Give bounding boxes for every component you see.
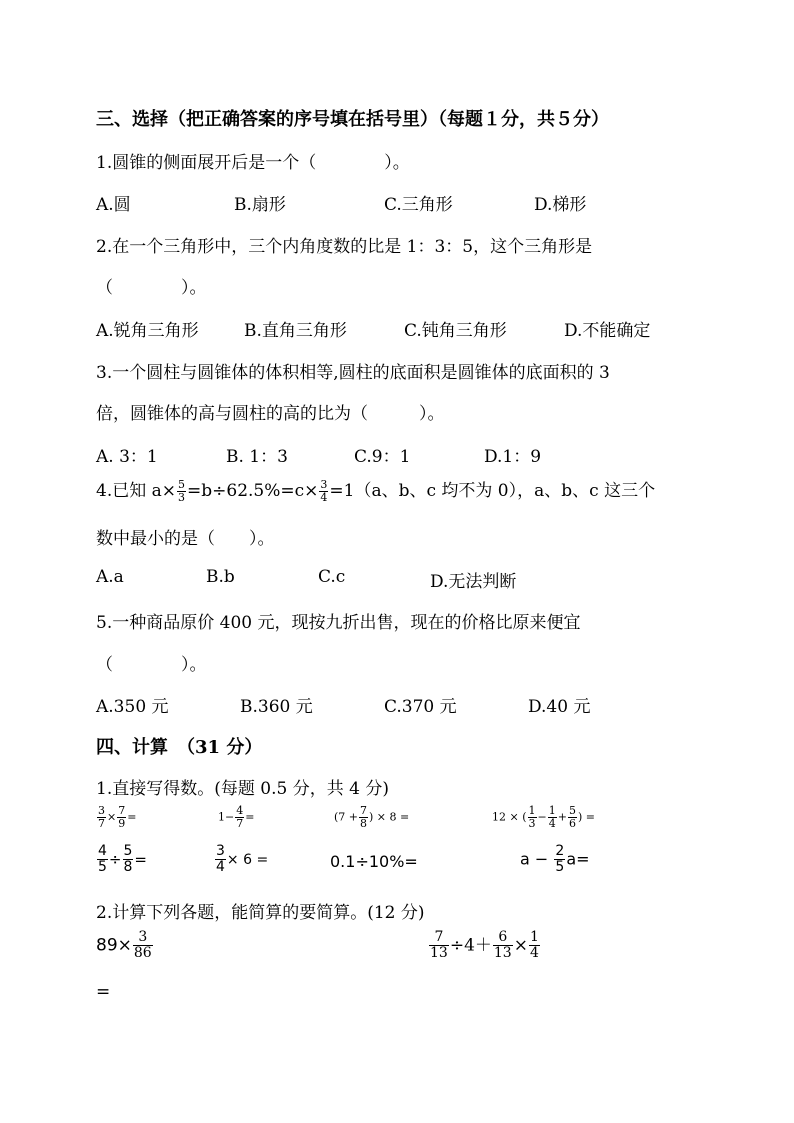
q4-part1: 4.已知 a×	[96, 481, 177, 501]
q4-line1	[96, 476, 655, 504]
operator: −	[537, 810, 547, 824]
expr-3-frac	[359, 805, 368, 830]
numerator: 3	[216, 843, 225, 859]
expr-7: 0.1÷10%=	[330, 852, 418, 871]
denominator: 6	[568, 817, 576, 831]
numerator: 1	[548, 804, 556, 817]
q4-f2-numerator: 3	[320, 477, 328, 491]
q3-line1: 3.一个圆柱与圆锥体的体积相等,圆柱的底面积是圆锥体的底面积的 3	[96, 363, 610, 383]
prefix: 12 × (	[492, 810, 527, 824]
prefix: a −	[520, 849, 549, 869]
expr-4-frac-a	[528, 805, 537, 830]
expr-2-frac	[235, 805, 244, 830]
q4-f1-numerator: 5	[178, 477, 186, 491]
expr-1-frac-b	[117, 805, 126, 830]
denominator: 4	[548, 817, 556, 831]
denominator: 5	[555, 859, 565, 876]
operator: ×	[513, 935, 528, 956]
q1-option-a: A.圆	[96, 195, 131, 215]
q3-option-c: C.9：1	[354, 447, 411, 467]
operator: +	[557, 810, 567, 824]
expr-4	[492, 805, 595, 830]
numerator: 5	[123, 843, 133, 859]
q3-option-a: A. 3：1	[96, 447, 158, 467]
calc-1	[96, 930, 154, 962]
q3-option-d: D.1：9	[484, 447, 542, 467]
denominator: 9	[118, 817, 126, 831]
q4-option-b: B.b	[206, 567, 235, 587]
expr-2	[218, 805, 254, 830]
q2-option-a: A.锐角三角形	[96, 321, 199, 341]
expr-8	[520, 844, 590, 876]
operator: ÷	[108, 850, 122, 869]
denominator: 13	[493, 945, 512, 962]
prefix: 1−	[218, 810, 235, 824]
operator: ×	[107, 810, 117, 824]
numerator: 3	[98, 804, 105, 817]
denominator: 3	[528, 817, 536, 831]
expr-1	[96, 805, 136, 830]
q1-stem: 1.圆锥的侧面展开后是一个（ ）。	[96, 153, 410, 173]
expr-1-frac-a	[97, 805, 106, 830]
suffix: ) =	[577, 810, 595, 824]
q5-line1: 5.一种商品原价 400 元，现按九折出售，现在的价格比原来便宜	[96, 613, 581, 633]
q4-option-d: D.无法判断	[430, 572, 517, 592]
suffix: ) × 8 =	[369, 810, 410, 824]
denominator: 8	[123, 859, 133, 876]
q3-line2: 倍，圆锥体的高与圆柱的高的比为（ ）。	[96, 404, 445, 424]
numerator: 7	[118, 804, 126, 817]
q2-line2: （ ）。	[96, 278, 207, 298]
q1-option-c: C.三角形	[384, 195, 453, 215]
q2-option-d: D.不能确定	[564, 321, 651, 341]
numerator: 1	[529, 929, 539, 945]
numerator: 5	[568, 804, 576, 817]
denominator: 7	[98, 817, 105, 831]
expr-5-frac-b	[123, 844, 134, 876]
calc-2-frac-b	[493, 930, 513, 962]
denominator: 4	[216, 859, 225, 876]
numerator: 7	[360, 804, 368, 817]
q4-option-a: A.a	[96, 567, 124, 587]
prefix: (7 +	[334, 810, 359, 824]
expr-8-frac	[554, 844, 565, 876]
expr-5	[96, 844, 147, 876]
calc-1-equals: =	[96, 982, 111, 1002]
operator: ÷4＋	[449, 935, 492, 956]
q4-fraction-2	[319, 479, 328, 504]
q4-line2: 数中最小的是（ ）。	[96, 529, 275, 549]
numerator: 1	[528, 804, 536, 817]
equals: =	[127, 810, 137, 824]
numerator: 4	[236, 804, 244, 817]
calc-2-frac-c	[529, 930, 540, 962]
q5-option-d: D.40 元	[528, 697, 591, 717]
denominator: 86	[133, 945, 152, 962]
q5-option-c: C.370 元	[384, 697, 457, 717]
q1-option-b: B.扇形	[234, 195, 286, 215]
denominator: 7	[236, 817, 244, 831]
q5-option-b: B.360 元	[240, 697, 313, 717]
expr-6-frac	[215, 844, 226, 876]
numerator: 2	[555, 843, 565, 859]
denominator: 8	[360, 817, 368, 831]
q4-part3: =1（a、b、c 均不为 0），a、b、c 这三个	[329, 481, 656, 501]
q4-f2-denominator: 4	[320, 491, 328, 504]
q2-line1: 2.在一个三角形中，三个内角度数的比是 1：3：5，这个三角形是	[96, 237, 593, 257]
expr-4-frac-b	[548, 805, 557, 830]
numerator: 7	[429, 930, 449, 946]
p2-stem: 2.计算下列各题，能简算的要简算。(12 分)	[96, 903, 425, 923]
q4-f1-denominator: 3	[178, 491, 186, 504]
suffix: a=	[566, 849, 590, 869]
q5-option-a: A.350 元	[96, 697, 169, 717]
p1-stem: 1.直接写得数。(每题 0.5 分，共 4 分)	[96, 779, 389, 799]
q5-line2: （ ）。	[96, 655, 207, 675]
numerator: 6	[493, 930, 513, 946]
q1-option-d: D.梯形	[534, 195, 587, 215]
calc-1-frac	[133, 930, 153, 962]
expr-5-frac-a	[97, 844, 108, 876]
prefix: 89×	[96, 935, 132, 956]
q4-part2: =b÷62.5%=c×	[187, 481, 319, 501]
numerator: 4	[98, 843, 107, 859]
denominator: 13	[430, 945, 448, 962]
suffix: × 6 =	[226, 851, 269, 868]
expr-6	[214, 844, 268, 876]
section-3-title: 三、选择（把正确答案的序号填在括号里）（每题１分，共５分）	[96, 109, 609, 130]
equals: =	[245, 810, 255, 824]
numerator: 3	[133, 930, 153, 946]
calc-2	[428, 930, 541, 962]
q3-option-b: B. 1：3	[226, 447, 288, 467]
q2-option-b: B.直角三角形	[244, 321, 347, 341]
section-4-title: 四、计算 （31 分）	[96, 737, 263, 758]
denominator: 5	[98, 859, 107, 876]
denominator: 4	[529, 945, 539, 962]
q2-option-c: C.钝角三角形	[404, 321, 507, 341]
expr-3	[334, 805, 409, 830]
calc-2-frac-a	[429, 930, 449, 962]
q4-fraction-1	[177, 479, 186, 504]
expr-4-frac-c	[568, 805, 577, 830]
equals: =	[134, 850, 147, 869]
q4-option-c: C.c	[318, 567, 346, 587]
